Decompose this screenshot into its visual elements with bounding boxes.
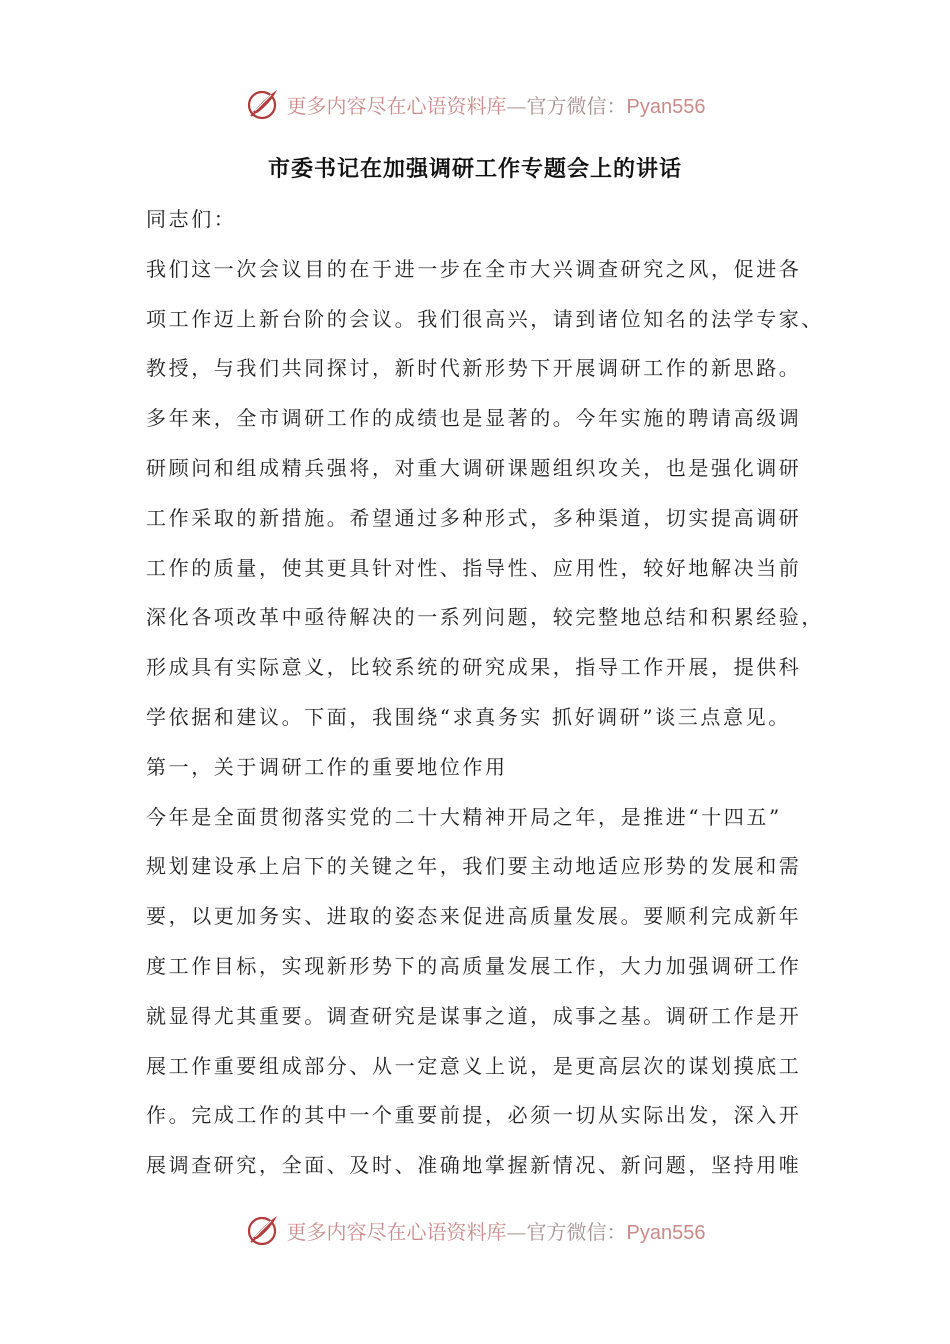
banner-promo-text: 更多内容尽在心语资料库	[286, 1219, 507, 1244]
body-line: 展工作重要组成部分、从一定意义上说，是更高层次的谋划摸底工	[146, 1053, 802, 1078]
salutation-line: 同志们：	[146, 207, 237, 231]
body-line: 深化各项改革中亟待解决的一系列问题，较完整地总结和积累经验，	[146, 605, 824, 630]
body-line: 教授，与我们共同探讨，新时代新形势下开展调研工作的新思路。	[146, 356, 802, 381]
body-line: 度工作目标，实现新形势下的高质量发展工作，大力加强调研工作	[146, 953, 802, 978]
banner-dash: —	[506, 1219, 527, 1244]
body-line: 规划建设承上启下的关键之年，我们要主动地适应形势的发展和需	[146, 854, 802, 879]
banner-wechat-id: Pyan556	[626, 1221, 706, 1244]
body-line: 多年来，全市调研工作的成绩也是显著的。今年实施的聘请高级调	[146, 406, 802, 431]
section-heading-line: 第一，关于调研工作的重要地位作用	[146, 754, 508, 779]
body-line: 研顾问和组成精兵强将，对重大调研课题组织攻关，也是强化调研	[146, 455, 802, 480]
body-line: 要，以更加务实、进取的姿态来促进高质量发展。要顺利完成新年	[146, 904, 802, 929]
banner-wechat-label: 官方微信：	[526, 1219, 627, 1244]
quill-logo-icon	[245, 1212, 281, 1248]
body-line: 工作采取的新措施。希望通过多种形式，多种渠道，切实提高调研	[146, 505, 802, 530]
body-line: 形成具有实际意义，比较系统的研究成果，指导工作开展，提供科	[146, 655, 802, 680]
body-line: 作。完成工作的其中一个重要前提，必须一切从实际出发，深入开	[146, 1103, 802, 1128]
body-line: 展调查研究，全面、及时、准确地掌握新情况、新问题，坚持用唯	[146, 1153, 802, 1178]
document-title: 市委书记在加强调研工作专题会上的讲话	[267, 157, 682, 182]
body-line: 就显得尤其重要。调查研究是谋事之道，成事之基。调研工作是开	[146, 1003, 802, 1028]
body-line: 学依据和建议。下面，我围绕“求真务实 抓好调研”谈三点意见。	[146, 704, 791, 729]
body-line: 我们这一次会议目的在于进一步在全市大兴调查研究之风，促进各	[146, 256, 802, 281]
quill-logo-icon	[245, 86, 281, 122]
body-line: 今年是全面贯彻落实党的二十大精神开局之年，是推进“十四五”	[146, 804, 782, 829]
banner-wechat-label: 官方微信：	[526, 93, 627, 118]
footer-watermark-banner	[0, 1210, 950, 1250]
banner-promo-text: 更多内容尽在心语资料库	[286, 93, 507, 118]
banner-wechat-id: Pyan556	[626, 95, 706, 118]
header-watermark-banner	[0, 84, 950, 124]
banner-dash: —	[506, 93, 527, 118]
body-line: 项工作迈上新台阶的会议。我们很高兴，请到诸位知名的法学专家、	[146, 306, 824, 331]
document-body	[146, 200, 836, 1196]
body-line: 工作的质量，使其更具针对性、指导性、应用性，较好地解决当前	[146, 555, 802, 580]
